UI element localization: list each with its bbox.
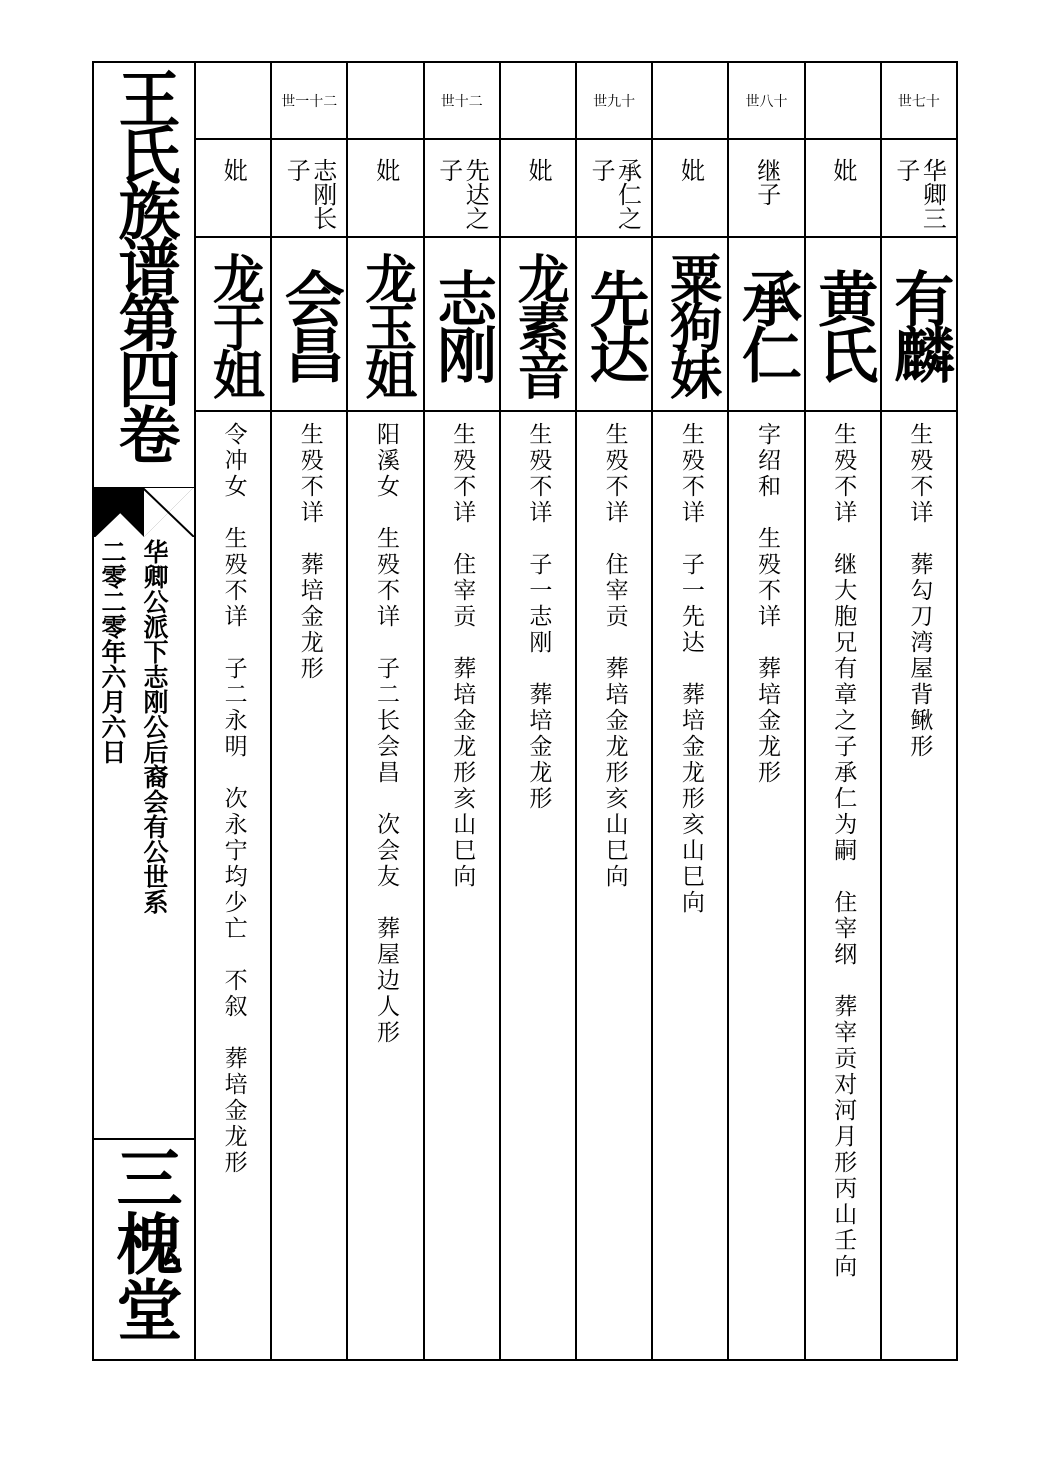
generation-label: 世九十 — [577, 63, 651, 140]
name-cell — [806, 238, 880, 412]
person-bio: 生殁不详 葬培金龙形 — [296, 422, 323, 682]
person-bio: 字绍和 生殁不详 葬培金龙形 — [754, 422, 781, 786]
relation-cell — [348, 140, 422, 238]
relation-cell — [425, 140, 499, 238]
relation-label: 继子 — [752, 158, 781, 206]
person-column — [577, 63, 653, 1359]
person-name: 会昌 — [274, 268, 345, 380]
person-name: 黄氏 — [808, 268, 879, 380]
person-name: 承仁 — [732, 268, 803, 380]
bio-cell — [806, 412, 880, 1359]
compile-date: 二零二零年六月六日 — [98, 539, 127, 764]
chevron-divider-icon — [94, 487, 194, 537]
person-bio: 生殁不详 住宰贡 葬培金龙形亥山巳向 — [449, 422, 476, 890]
relation-cell — [653, 140, 727, 238]
bio-cell — [501, 412, 575, 1359]
relation-label: 先达之子 — [434, 158, 490, 230]
name-cell — [653, 238, 727, 412]
hall-name: 三槐堂 — [105, 1144, 183, 1342]
relation-label: 志刚长子 — [282, 158, 337, 230]
name-cell — [196, 238, 270, 412]
relation-label: 妣 — [676, 158, 705, 182]
bio-cell — [653, 412, 727, 1359]
person-column — [348, 63, 424, 1359]
person-column — [653, 63, 729, 1359]
generation-label — [348, 63, 422, 140]
bio-cell — [348, 412, 422, 1359]
person-column — [729, 63, 805, 1359]
relation-cell — [196, 140, 270, 238]
person-bio: 生殁不详 子一志刚 葬培金龙形 — [525, 422, 552, 812]
relation-label: 承仁之子 — [587, 158, 642, 230]
person-bio: 生殁不详 住宰贡 葬培金龙形亥山巳向 — [601, 422, 628, 890]
name-cell — [425, 238, 499, 412]
person-column — [272, 63, 348, 1359]
generation-label: 世七十 — [882, 63, 956, 140]
hall-name-block — [94, 1138, 194, 1359]
person-name: 龙于姐 — [203, 252, 265, 396]
person-bio: 令冲女 生殁不详 子二永明 次永宁均少亡 不叙 葬培金龙形 — [220, 422, 247, 1176]
relation-cell — [729, 140, 803, 238]
person-bio: 生殁不详 继大胞兄有章之子承仁为嗣 住宰纲 葬宰贡对河月形丙山壬向 — [830, 422, 857, 1280]
generation-label: 世八十 — [729, 63, 803, 140]
name-cell — [577, 238, 651, 412]
generation-label: 世一十二 — [272, 63, 346, 140]
relation-label: 妣 — [371, 158, 400, 182]
person-name: 有麟 — [884, 268, 955, 380]
relation-label: 妣 — [219, 158, 248, 182]
genealogy-columns — [196, 63, 956, 1359]
relation-cell — [577, 140, 651, 238]
person-name: 志刚 — [427, 268, 498, 380]
person-bio: 阳溪女 生殁不详 子二长会昌 次会友 葬屋边人形 — [373, 422, 399, 1046]
person-name: 粟狗妹 — [660, 252, 722, 396]
generation-label — [653, 63, 727, 140]
name-cell — [272, 238, 346, 412]
name-cell — [729, 238, 803, 412]
person-column — [196, 63, 272, 1359]
relation-cell — [272, 140, 346, 238]
generation-label: 世十二 — [425, 63, 499, 140]
title-column — [94, 63, 196, 1359]
relation-label: 妣 — [524, 158, 553, 182]
person-column — [425, 63, 501, 1359]
name-cell — [348, 238, 422, 412]
lineage-subtitle: 华卿公派下志刚公后裔会有公世系 — [140, 539, 169, 914]
person-bio: 生殁不详 子一先达 葬培金龙形亥山巳向 — [677, 422, 704, 916]
person-name: 龙素音 — [508, 252, 570, 396]
bio-cell — [577, 412, 651, 1359]
bio-cell — [425, 412, 499, 1359]
title-block — [94, 63, 194, 487]
name-cell — [882, 238, 956, 412]
generation-label — [196, 63, 270, 140]
person-name: 先达 — [579, 268, 650, 380]
genealogy-page-frame — [92, 61, 958, 1361]
bio-cell — [196, 412, 270, 1359]
generation-label — [806, 63, 880, 140]
person-column — [501, 63, 577, 1359]
relation-cell — [806, 140, 880, 238]
page-title: 王氏族谱第四卷 — [108, 67, 181, 459]
relation-cell — [501, 140, 575, 238]
bio-cell — [882, 412, 956, 1359]
generation-label — [501, 63, 575, 140]
person-name: 龙玉姐 — [355, 252, 417, 396]
person-column — [882, 63, 956, 1359]
person-column — [806, 63, 882, 1359]
relation-label: 妣 — [828, 158, 857, 182]
relation-cell — [882, 140, 956, 238]
relation-label: 华卿三子 — [891, 158, 947, 230]
person-bio: 生殁不详 葬勾刀湾屋背鳅形 — [906, 422, 933, 760]
bio-cell — [272, 412, 346, 1359]
bio-cell — [729, 412, 803, 1359]
name-cell — [501, 238, 575, 412]
